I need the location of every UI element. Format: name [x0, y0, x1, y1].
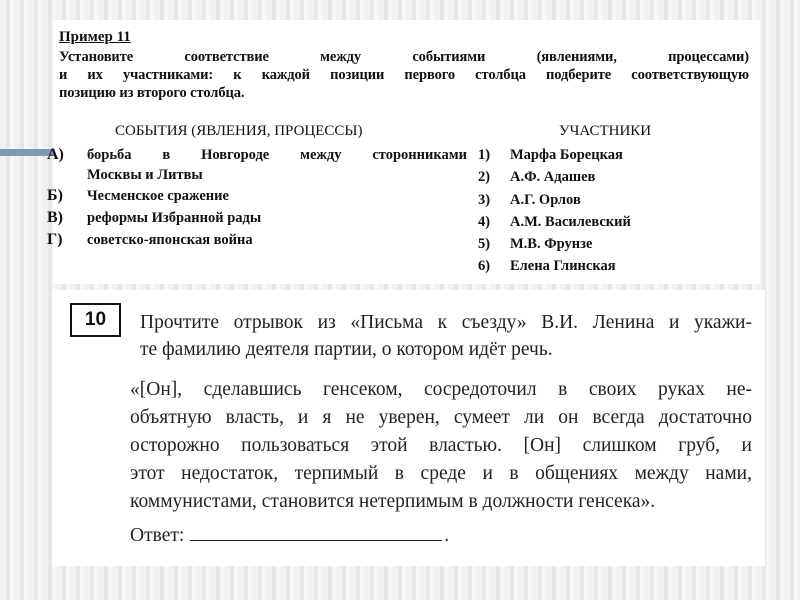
participant-number: 6) [478, 258, 491, 275]
question-panel [52, 290, 765, 566]
event-letter: Б) [47, 187, 63, 204]
example-panel [47, 20, 760, 284]
question-number-box: 10 [70, 303, 121, 337]
event-letter: А) [47, 146, 64, 163]
accent-bar [0, 149, 53, 156]
quote-line: коммунистами, становится нетерпимым в должности генсека». [130, 491, 656, 512]
example-instruction [59, 48, 749, 102]
quote-line: «[Он], сделавшись генсеком, сосредоточил в своих руках не- [130, 379, 752, 400]
quote-block [130, 376, 752, 516]
event-text [87, 144, 467, 185]
prompt-line: Прочтите отрывок из «Письма к съезду» В.И. Ленина и укажи- [140, 312, 752, 333]
participant-name: Марфа Борецкая [510, 147, 623, 163]
event-item [47, 229, 467, 251]
participant-name: А.Ф. Адашев [510, 169, 596, 186]
participant-item [478, 189, 738, 211]
event-text-line: Москвы и Литвы [87, 167, 203, 183]
event-item [47, 144, 467, 185]
answer-label: Ответ: [130, 525, 185, 546]
participant-name: Елена Глинская [510, 258, 616, 275]
participant-number: 3) [478, 191, 491, 208]
instruction-line: Установите соответствие между событиями (явлениями, процессами) [59, 49, 749, 65]
event-item [47, 207, 467, 229]
quote-line: этот недостаток, терпимый в среде и в общениях между нами, [130, 463, 752, 484]
event-item [47, 185, 467, 207]
participant-number: 5) [478, 236, 491, 253]
participant-item [478, 144, 738, 166]
event-text: советско-японская война [87, 232, 253, 248]
event-text: реформы Избранной рады [87, 210, 262, 226]
quote-line: осторожно пользоваться этой властью. [Он] слишком груб, и [130, 435, 752, 456]
question-prompt [140, 309, 752, 363]
participant-item [478, 166, 738, 188]
example-title: Пример 11 [59, 29, 131, 45]
participant-name: М.В. Фрунзе [510, 236, 593, 253]
event-letter: Г) [47, 231, 63, 248]
participant-item [478, 233, 738, 255]
participant-number: 1) [478, 147, 491, 163]
events-header: СОБЫТИЯ (ЯВЛЕНИЯ, ПРОЦЕССЫ) [115, 123, 363, 139]
event-text-line: борьба в Новгороде между сторонниками [87, 147, 467, 163]
answer-end: . [444, 525, 450, 546]
participant-name: А.Г. Орлов [510, 191, 581, 208]
participant-item [478, 211, 738, 233]
participant-item [478, 255, 738, 277]
participants-header: УЧАСТНИКИ [559, 123, 652, 139]
event-letter: В) [47, 209, 63, 226]
instruction-line: и их участниками: к каждой позиции первого столбца подберите соответствующую [59, 67, 749, 83]
instruction-line: позицию из второго столбца. [59, 85, 245, 101]
answer-blank[interactable] [190, 524, 442, 541]
participants-list [478, 144, 738, 278]
participant-number: 2) [478, 169, 491, 186]
participant-name: А.М. Василевский [510, 213, 631, 230]
event-text: Чесменское сражение [87, 188, 229, 204]
events-list [47, 144, 467, 251]
prompt-line: те фамилию деятеля партии, о котором идёт речь. [140, 339, 553, 360]
answer-row [130, 524, 449, 547]
participant-number: 4) [478, 213, 491, 230]
quote-line: объятную власть, и я не уверен, сумеет ли он всегда достаточно [130, 407, 752, 428]
